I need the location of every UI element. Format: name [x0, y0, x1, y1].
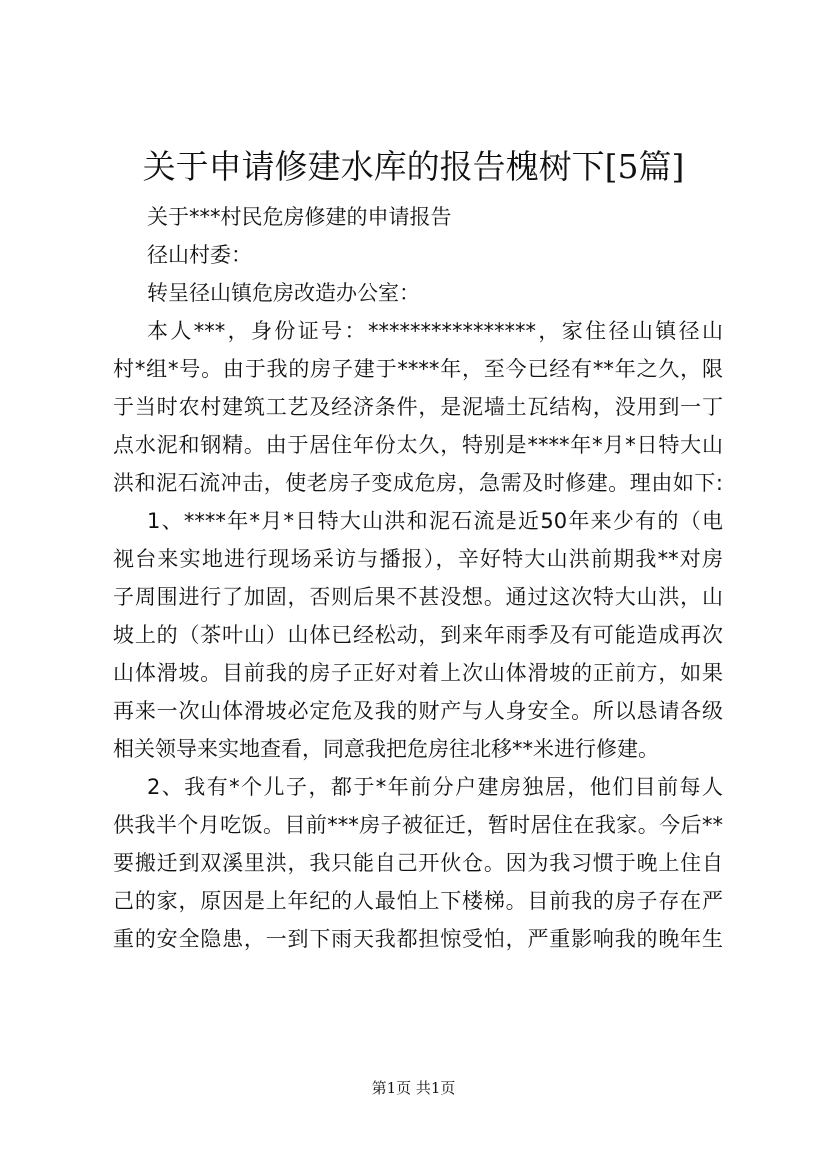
page-footer: 第1页 共1页 [371, 1079, 456, 1097]
forward-line: 转呈径山镇危房改造办公室： [147, 281, 420, 305]
paragraph-line: 供我半个月吃饭。目前***房子被征迁，暂时居住在我家。今后** [113, 813, 723, 837]
paragraph-line: 1、****年*月*日特大山洪和泥石流是近50年来少有的（电 [147, 509, 723, 533]
paragraph-line: 点水泥和钢精。由于居住年份太久，特别是****年*月*日特大山 [113, 433, 723, 457]
paragraph-line: 重的安全隐患，一到下雨天我都担惊受怕，严重影响我的晚年生 [113, 927, 723, 951]
paragraph-line: 坡上的（茶叶山）山体已经松动，到来年雨季及有可能造成再次 [113, 623, 723, 647]
paragraph-line: 子周围进行了加固，否则后果不甚没想。通过这次特大山洪，山 [113, 585, 723, 609]
paragraph-line: 山体滑坡。目前我的房子正好对着上次山体滑坡的正前方，如果 [113, 661, 723, 685]
paragraph-line: 村*组*号。由于我的房子建于****年，至今已经有**年之久，限 [113, 357, 723, 381]
subject-line: 关于***村民危房修建的申请报告 [147, 205, 452, 229]
paragraph-line: 己的家，原因是上年纪的人最怕上下楼梯。目前我的房子存在严 [113, 889, 723, 913]
paragraph-line: 2、我有*个儿子，都于*年前分户建房独居，他们目前每人 [147, 775, 723, 799]
paragraph-line: 本人***，身份证号：****************，家住径山镇径山 [147, 319, 723, 343]
paragraph-line: 视台来实地进行现场采访与播报），辛好特大山洪前期我**对房 [113, 547, 723, 571]
document-body [113, 198, 723, 958]
paragraph-line: 相关领导来实地查看，同意我把危房往北移**米进行修建。 [113, 737, 659, 761]
paragraph-line: 洪和泥石流冲击，使老房子变成危房，急需及时修建。理由如下: [113, 471, 723, 495]
paragraph-line: 要搬迁到双溪里洪，我只能自己开伙仓。因为我习惯于晚上住自 [113, 851, 723, 875]
addressee-line: 径山村委： [147, 243, 252, 267]
paragraph-line: 再来一次山体滑坡必定危及我的财产与人身安全。所以恳请各级 [113, 699, 723, 723]
paragraph-line: 于当时农村建筑工艺及经济条件，是泥墙土瓦结构，没用到一丁 [113, 395, 723, 419]
document-title: 关于申请修建水库的报告槐树下[5篇] [142, 147, 685, 186]
